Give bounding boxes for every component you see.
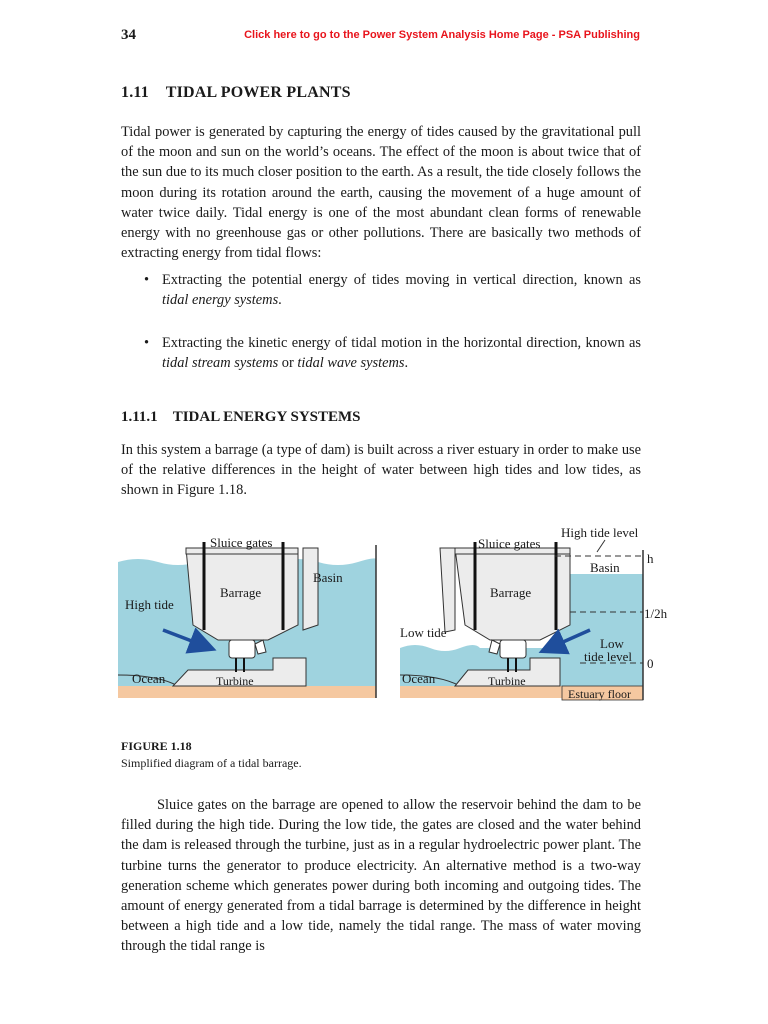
- bullet-icon: •: [144, 272, 150, 288]
- label-turbine-left: Turbine: [216, 674, 254, 688]
- home-page-link[interactable]: Click here to go to the Power System Analysis Home Page - PSA Publishing: [244, 29, 640, 41]
- subsection-number: 1.11.1: [121, 409, 158, 425]
- label-ocean-left: Ocean: [132, 671, 166, 686]
- body-paragraph: Sluice gates on the barrage are opened to allow the reservoir behind the dam to be filled during the high tide. During the low tide, the gates are closed and the water behind the dam is released through the turbine, just as in a regular hydroelectric power plant. The turbine turns the generator to produce electricity. An alternative method is a two-way generation scheme which generates power during both incoming and outgoing tides. The amount of energy generated from a tidal barrage is determined by the difference in height between a high tide and a low tide, namely the tidal range. The mass of water moving through the tidal range is: [121, 797, 641, 955]
- section-number: 1.11: [121, 84, 149, 101]
- label-turbine-right: Turbine: [488, 674, 526, 688]
- label-half-h: 1/2h: [644, 606, 668, 621]
- label-low-tide-level-1: Low: [600, 636, 624, 651]
- label-basin-right: Basin: [590, 560, 620, 575]
- label-barrage-left: Barrage: [220, 585, 262, 600]
- subsection-heading: [121, 409, 361, 426]
- label-low-tide-level-2: tide level: [584, 649, 633, 664]
- label-high-tide: High tide: [125, 597, 174, 612]
- figure-caption: Simplified diagram of a tidal barrage.: [121, 756, 302, 770]
- label-sluice-left: Sluice gates: [210, 535, 273, 550]
- emphasis-term: tidal wave systems: [297, 355, 405, 372]
- emphasis-term: tidal energy systems: [162, 292, 279, 309]
- label-estuary-floor: Estuary floor: [568, 687, 631, 701]
- label-basin-left: Basin: [313, 570, 343, 585]
- page-number: 34: [121, 27, 136, 43]
- bullet-item-2: • Extracting the kinetic energy of tidal motion in the horizontal direction, known as tidal stream systems or tidal wave systems.: [144, 335, 641, 372]
- subsection-title: TIDAL ENERGY SYSTEMS: [172, 409, 361, 425]
- section-heading: [121, 84, 351, 102]
- tidal-barrage-diagram: [118, 520, 668, 705]
- label-zero: 0: [647, 656, 654, 671]
- bullet-icon: •: [144, 335, 150, 351]
- high-tide-diagram: [118, 535, 376, 698]
- label-low-tide: Low tide: [400, 625, 447, 640]
- section-title: TIDAL POWER PLANTS: [165, 84, 351, 101]
- label-sluice-right: Sluice gates: [478, 536, 541, 551]
- label-barrage-right: Barrage: [490, 585, 532, 600]
- intro-paragraph: Tidal power is generated by capturing the energy of tides caused by the gravitational pull of the moon and sun on the world’s oceans. The effect of the moon is about twice that of the sun due to its much closer position to the earth. As a result, the tide closely follows the moon during its rotation around the earth, causing the movement of a huge amount of water twice daily. Tidal energy is one of the most abundant clean forms of renewable energy with no greenhouse gas or other pollutions. There are basically two methods of extracting energy from tidal flows:: [121, 124, 641, 262]
- figure-label: FIGURE 1.18: [121, 739, 192, 753]
- label-high-tide-level: High tide level: [561, 525, 639, 540]
- label-h: h: [647, 551, 654, 566]
- low-tide-diagram: [400, 525, 668, 701]
- bullet-item-1: • Extracting the potential energy of tides moving in vertical direction, known as tidal energy systems.: [144, 272, 641, 309]
- label-ocean-right: Ocean: [402, 671, 436, 686]
- emphasis-term: tidal stream systems: [162, 355, 279, 372]
- subsection-paragraph: In this system a barrage (a type of dam) is built across a river estuary in order to make use of the relative differences in the height of water between high tides and low tides, as shown in Figure 1.18.: [121, 442, 641, 499]
